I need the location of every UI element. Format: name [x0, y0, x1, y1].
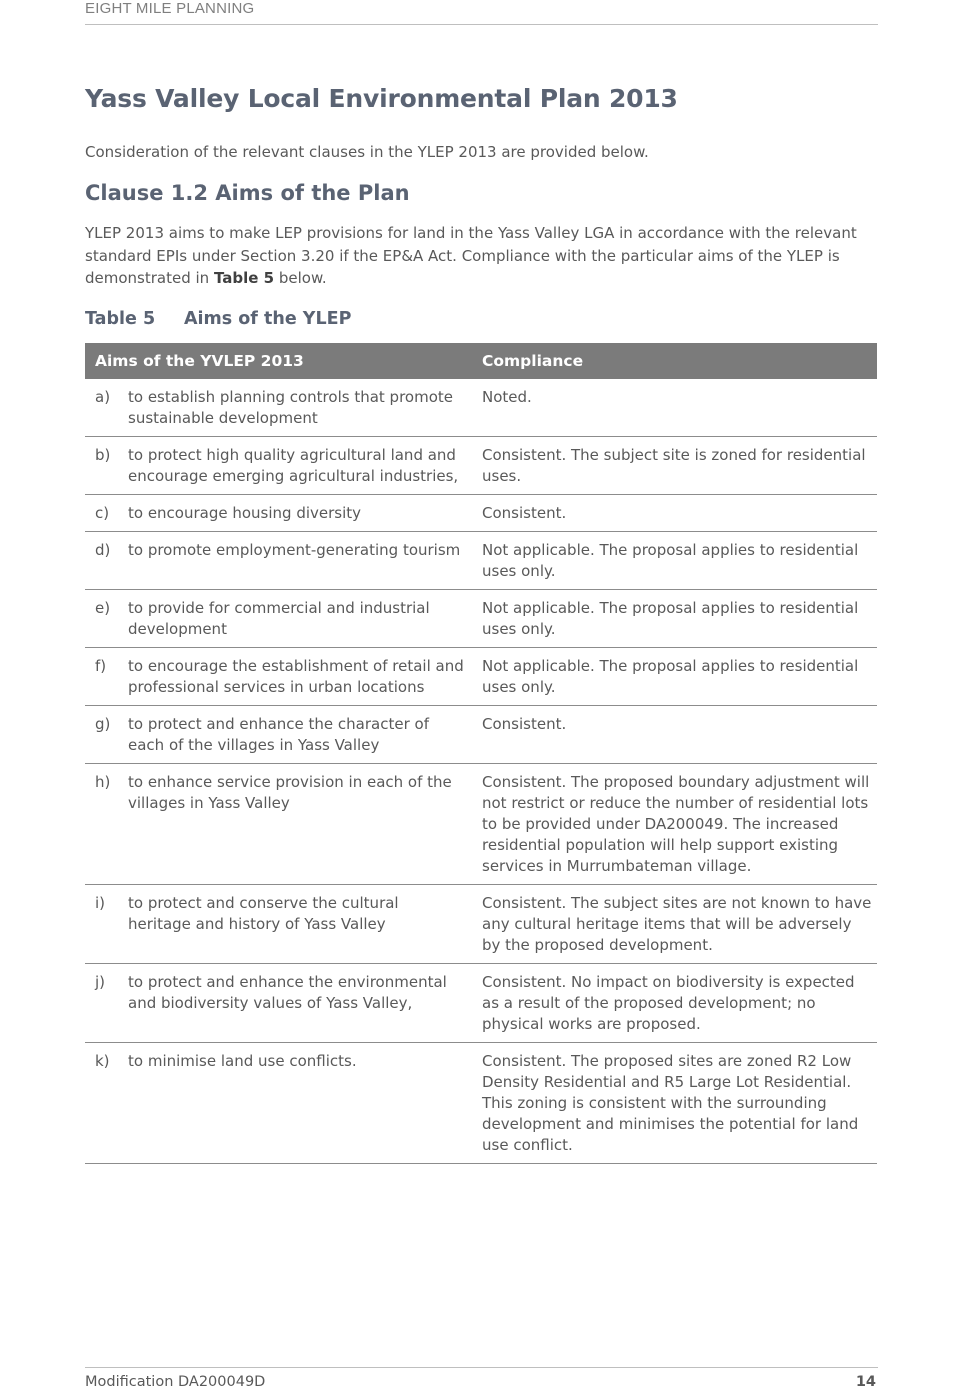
clause-body	[85, 222, 885, 290]
row-letter: f)	[85, 648, 127, 706]
compliance-cell: Not applicable. The proposal applies to residential uses only.	[474, 532, 877, 590]
table-caption-title: Aims of the YLEP	[184, 309, 352, 329]
row-letter: h)	[85, 764, 127, 885]
row-letter: a)	[85, 379, 127, 437]
clause-body-end: below.	[274, 269, 327, 287]
table-row	[85, 590, 877, 648]
aim-cell: to protect and enhance the character of each of the villages in Yass Valley	[127, 706, 474, 764]
compliance-cell: Consistent. No impact on biodiversity is expected as a result of the proposed development; no physical works are proposed.	[474, 964, 877, 1043]
table-row	[85, 964, 877, 1043]
aim-cell: to provide for commercial and industrial development	[127, 590, 474, 648]
page-number: 14	[855, 1374, 876, 1390]
row-letter: d)	[85, 532, 127, 590]
compliance-cell: Consistent. The proposed boundary adjustment will not restrict or reduce the number of residential lots to be provided under DA200049. The increased residential population will help support existing services in Murrumbateman village.	[474, 764, 877, 885]
table-row	[85, 495, 877, 532]
table-row	[85, 532, 877, 590]
table-number: Table 5	[85, 309, 156, 329]
page-footer	[85, 1367, 878, 1390]
row-letter: k)	[85, 1043, 127, 1164]
table-reference[interactable]: Table 5	[213, 269, 275, 287]
aim-cell: to minimise land use conflicts.	[127, 1043, 474, 1164]
compliance-cell: Not applicable. The proposal applies to residential uses only.	[474, 590, 877, 648]
compliance-cell: Not applicable. The proposal applies to residential uses only.	[474, 648, 877, 706]
aim-cell: to protect and conserve the cultural heritage and history of Yass Valley	[127, 885, 474, 964]
aims-column-header: Aims of the YVLEP 2013	[85, 343, 474, 379]
compliance-cell: Consistent. The subject site is zoned for residential uses.	[474, 437, 877, 495]
section-title: Yass Valley Local Environmental Plan 2013	[85, 84, 678, 113]
row-letter: i)	[85, 885, 127, 964]
table-row	[85, 379, 877, 437]
compliance-column-header: Compliance	[474, 343, 877, 379]
table-row	[85, 648, 877, 706]
aim-cell: to establish planning controls that promote sustainable development	[127, 379, 474, 437]
table-row	[85, 706, 877, 764]
table-caption	[85, 309, 351, 329]
compliance-cell: Consistent.	[474, 706, 877, 764]
table-header-row	[85, 343, 877, 379]
table-row	[85, 1043, 877, 1164]
document-reference: Modification DA200049D	[85, 1374, 266, 1390]
page-header	[85, 0, 878, 25]
row-letter: j)	[85, 964, 127, 1043]
aim-cell: to enhance service provision in each of the villages in Yass Valley	[127, 764, 474, 885]
clause-body-text: YLEP 2013 aims to make LEP provisions for land in the Yass Valley LGA in accordance with the relevant standard EPIs under Section 3.20 if the EP&A Act. Compliance with the particular aims of the YLEP is demonstrated in	[85, 224, 857, 287]
compliance-cell: Consistent.	[474, 495, 877, 532]
aims-table	[85, 343, 877, 1164]
compliance-cell: Consistent. The subject sites are not known to have any cultural heritage items that will be adversely by the proposed development.	[474, 885, 877, 964]
table-row	[85, 437, 877, 495]
intro-text: Consideration of the relevant clauses in the YLEP 2013 are provided below.	[85, 143, 649, 161]
compliance-cell: Consistent. The proposed sites are zoned R2 Low Density Residential and R5 Large Lot Residential. This zoning is consistent with the surrounding development and minimises the potential for land use conflict.	[474, 1043, 877, 1164]
aim-cell: to protect and enhance the environmental and biodiversity values of Yass Valley,	[127, 964, 474, 1043]
aim-cell: to encourage housing diversity	[127, 495, 474, 532]
aim-cell: to protect high quality agricultural land and encourage emerging agricultural industries,	[127, 437, 474, 495]
row-letter: g)	[85, 706, 127, 764]
clause-title: Clause 1.2 Aims of the Plan	[85, 181, 410, 205]
aim-cell: to encourage the establishment of retail and professional services in urban locations	[127, 648, 474, 706]
aim-cell: to promote employment-generating tourism	[127, 532, 474, 590]
row-letter: e)	[85, 590, 127, 648]
company-name: EIGHT MILE PLANNING	[85, 0, 255, 17]
table-row	[85, 885, 877, 964]
compliance-cell: Noted.	[474, 379, 877, 437]
table-row	[85, 764, 877, 885]
row-letter: b)	[85, 437, 127, 495]
row-letter: c)	[85, 495, 127, 532]
